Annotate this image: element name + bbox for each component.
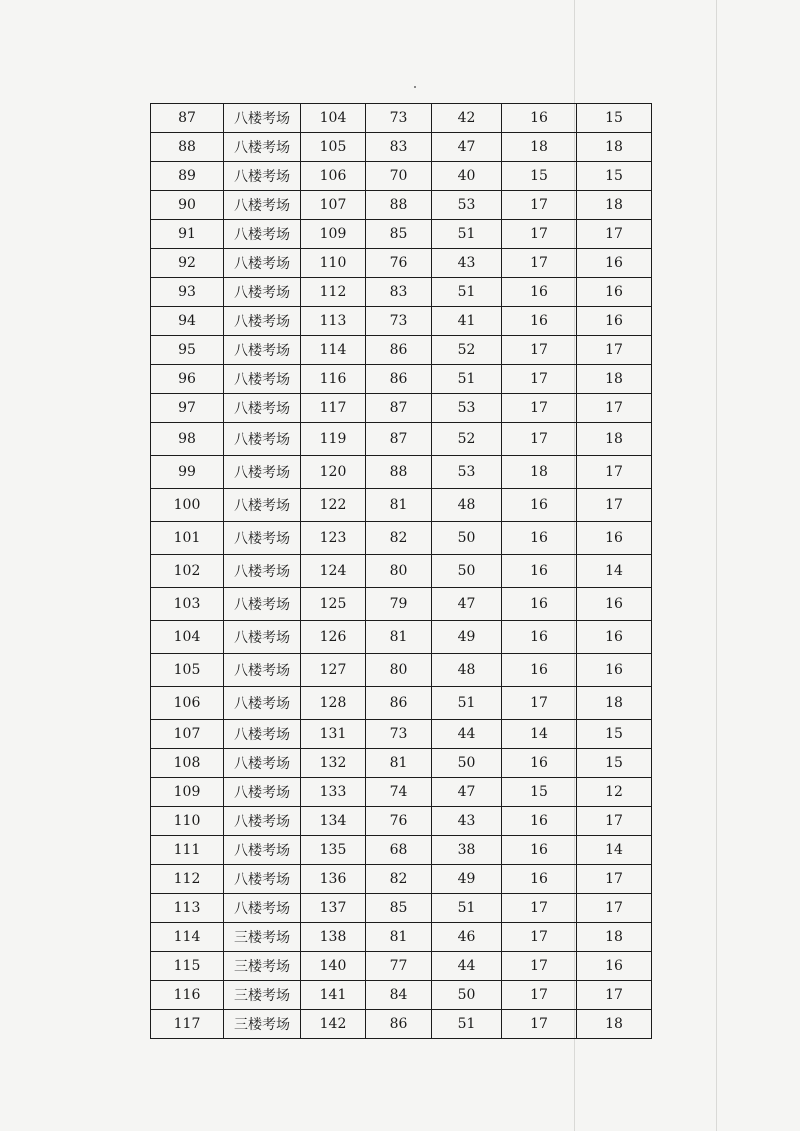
score-part-a-cell: 51 xyxy=(432,1010,502,1039)
exam-room-cell: 八楼考场 xyxy=(224,555,301,588)
score-part-b-cell: 17 xyxy=(502,249,577,278)
score-part-a-cell: 49 xyxy=(432,865,502,894)
score-part-a-cell: 47 xyxy=(432,778,502,807)
exam-room-cell: 八楼考场 xyxy=(224,220,301,249)
score-part-c-cell: 15 xyxy=(577,162,652,191)
exam-room-cell: 八楼考场 xyxy=(224,720,301,749)
total-score-cell: 70 xyxy=(366,162,432,191)
total-score-cell: 76 xyxy=(366,249,432,278)
score-part-a-cell: 51 xyxy=(432,278,502,307)
seat-number-cell: 133 xyxy=(301,778,366,807)
score-part-b-cell: 17 xyxy=(502,894,577,923)
score-part-c-cell: 17 xyxy=(577,489,652,522)
score-part-c-cell: 15 xyxy=(577,104,652,133)
row-number-cell: 98 xyxy=(151,423,224,456)
table-row xyxy=(151,687,652,720)
total-score-cell: 85 xyxy=(366,894,432,923)
score-part-c-cell: 18 xyxy=(577,423,652,456)
seat-number-cell: 104 xyxy=(301,104,366,133)
seat-number-cell: 107 xyxy=(301,191,366,220)
row-number-cell: 108 xyxy=(151,749,224,778)
score-part-a-cell: 48 xyxy=(432,489,502,522)
table-row xyxy=(151,489,652,522)
row-number-cell: 116 xyxy=(151,981,224,1010)
score-part-c-cell: 17 xyxy=(577,981,652,1010)
score-part-c-cell: 18 xyxy=(577,1010,652,1039)
score-part-c-cell: 16 xyxy=(577,952,652,981)
exam-room-cell: 三楼考场 xyxy=(224,923,301,952)
score-part-a-cell: 51 xyxy=(432,894,502,923)
score-table xyxy=(150,103,652,1039)
table-row xyxy=(151,952,652,981)
table-row xyxy=(151,394,652,423)
row-number-cell: 97 xyxy=(151,394,224,423)
total-score-cell: 81 xyxy=(366,489,432,522)
total-score-cell: 86 xyxy=(366,687,432,720)
score-part-a-cell: 46 xyxy=(432,923,502,952)
score-part-b-cell: 16 xyxy=(502,278,577,307)
score-part-a-cell: 52 xyxy=(432,423,502,456)
score-part-c-cell: 16 xyxy=(577,621,652,654)
exam-room-cell: 三楼考场 xyxy=(224,981,301,1010)
score-part-a-cell: 48 xyxy=(432,654,502,687)
seat-number-cell: 105 xyxy=(301,133,366,162)
table-row xyxy=(151,522,652,555)
total-score-cell: 73 xyxy=(366,307,432,336)
row-number-cell: 109 xyxy=(151,778,224,807)
row-number-cell: 93 xyxy=(151,278,224,307)
score-part-b-cell: 17 xyxy=(502,952,577,981)
row-number-cell: 95 xyxy=(151,336,224,365)
row-number-cell: 111 xyxy=(151,836,224,865)
seat-number-cell: 112 xyxy=(301,278,366,307)
score-part-a-cell: 53 xyxy=(432,191,502,220)
seat-number-cell: 116 xyxy=(301,365,366,394)
exam-room-cell: 八楼考场 xyxy=(224,865,301,894)
total-score-cell: 73 xyxy=(366,104,432,133)
score-part-a-cell: 44 xyxy=(432,952,502,981)
seat-number-cell: 124 xyxy=(301,555,366,588)
total-score-cell: 86 xyxy=(366,1010,432,1039)
seat-number-cell: 136 xyxy=(301,865,366,894)
exam-room-cell: 三楼考场 xyxy=(224,952,301,981)
seat-number-cell: 142 xyxy=(301,1010,366,1039)
score-part-a-cell: 38 xyxy=(432,836,502,865)
score-part-c-cell: 16 xyxy=(577,307,652,336)
seat-number-cell: 110 xyxy=(301,249,366,278)
seat-number-cell: 140 xyxy=(301,952,366,981)
table-row xyxy=(151,555,652,588)
exam-room-cell: 八楼考场 xyxy=(224,894,301,923)
seat-number-cell: 125 xyxy=(301,588,366,621)
score-part-c-cell: 17 xyxy=(577,394,652,423)
seat-number-cell: 114 xyxy=(301,336,366,365)
table-row xyxy=(151,307,652,336)
score-part-a-cell: 42 xyxy=(432,104,502,133)
exam-room-cell: 八楼考场 xyxy=(224,365,301,394)
exam-room-cell: 三楼考场 xyxy=(224,1010,301,1039)
table-row xyxy=(151,654,652,687)
score-part-b-cell: 17 xyxy=(502,687,577,720)
exam-room-cell: 八楼考场 xyxy=(224,807,301,836)
seat-number-cell: 132 xyxy=(301,749,366,778)
row-number-cell: 92 xyxy=(151,249,224,278)
exam-room-cell: 八楼考场 xyxy=(224,489,301,522)
seat-number-cell: 109 xyxy=(301,220,366,249)
table-row xyxy=(151,807,652,836)
table-row xyxy=(151,456,652,489)
total-score-cell: 82 xyxy=(366,522,432,555)
seat-number-cell: 128 xyxy=(301,687,366,720)
table-row xyxy=(151,894,652,923)
row-number-cell: 101 xyxy=(151,522,224,555)
score-part-c-cell: 17 xyxy=(577,456,652,489)
row-number-cell: 107 xyxy=(151,720,224,749)
score-part-a-cell: 41 xyxy=(432,307,502,336)
row-number-cell: 115 xyxy=(151,952,224,981)
score-part-c-cell: 16 xyxy=(577,522,652,555)
score-part-b-cell: 16 xyxy=(502,104,577,133)
table-row xyxy=(151,778,652,807)
exam-room-cell: 八楼考场 xyxy=(224,307,301,336)
score-part-b-cell: 17 xyxy=(502,423,577,456)
total-score-cell: 82 xyxy=(366,865,432,894)
exam-room-cell: 八楼考场 xyxy=(224,162,301,191)
score-part-a-cell: 53 xyxy=(432,394,502,423)
row-number-cell: 89 xyxy=(151,162,224,191)
total-score-cell: 80 xyxy=(366,654,432,687)
total-score-cell: 84 xyxy=(366,981,432,1010)
score-part-a-cell: 50 xyxy=(432,749,502,778)
table-row xyxy=(151,1010,652,1039)
score-part-b-cell: 17 xyxy=(502,336,577,365)
exam-room-cell: 八楼考场 xyxy=(224,336,301,365)
row-number-cell: 110 xyxy=(151,807,224,836)
total-score-cell: 83 xyxy=(366,133,432,162)
exam-room-cell: 八楼考场 xyxy=(224,133,301,162)
score-part-b-cell: 16 xyxy=(502,865,577,894)
score-part-b-cell: 16 xyxy=(502,749,577,778)
score-part-a-cell: 44 xyxy=(432,720,502,749)
exam-room-cell: 八楼考场 xyxy=(224,687,301,720)
exam-room-cell: 八楼考场 xyxy=(224,778,301,807)
exam-room-cell: 八楼考场 xyxy=(224,394,301,423)
score-part-c-cell: 16 xyxy=(577,278,652,307)
row-number-cell: 105 xyxy=(151,654,224,687)
total-score-cell: 85 xyxy=(366,220,432,249)
exam-room-cell: 八楼考场 xyxy=(224,456,301,489)
score-part-c-cell: 18 xyxy=(577,923,652,952)
seat-number-cell: 127 xyxy=(301,654,366,687)
seat-number-cell: 134 xyxy=(301,807,366,836)
row-number-cell: 94 xyxy=(151,307,224,336)
row-number-cell: 100 xyxy=(151,489,224,522)
score-part-a-cell: 50 xyxy=(432,522,502,555)
row-number-cell: 90 xyxy=(151,191,224,220)
seat-number-cell: 122 xyxy=(301,489,366,522)
score-part-c-cell: 17 xyxy=(577,336,652,365)
score-part-b-cell: 14 xyxy=(502,720,577,749)
seat-number-cell: 141 xyxy=(301,981,366,1010)
total-score-cell: 68 xyxy=(366,836,432,865)
table-row xyxy=(151,423,652,456)
seat-number-cell: 120 xyxy=(301,456,366,489)
seat-number-cell: 106 xyxy=(301,162,366,191)
seat-number-cell: 131 xyxy=(301,720,366,749)
row-number-cell: 114 xyxy=(151,923,224,952)
score-part-c-cell: 16 xyxy=(577,654,652,687)
row-number-cell: 112 xyxy=(151,865,224,894)
table-row xyxy=(151,162,652,191)
score-part-a-cell: 43 xyxy=(432,807,502,836)
score-part-c-cell: 17 xyxy=(577,865,652,894)
row-number-cell: 96 xyxy=(151,365,224,394)
score-part-b-cell: 16 xyxy=(502,836,577,865)
exam-room-cell: 八楼考场 xyxy=(224,191,301,220)
score-part-c-cell: 15 xyxy=(577,720,652,749)
total-score-cell: 77 xyxy=(366,952,432,981)
score-part-b-cell: 15 xyxy=(502,162,577,191)
row-number-cell: 102 xyxy=(151,555,224,588)
exam-room-cell: 八楼考场 xyxy=(224,104,301,133)
row-number-cell: 88 xyxy=(151,133,224,162)
exam-room-cell: 八楼考场 xyxy=(224,423,301,456)
score-part-b-cell: 17 xyxy=(502,191,577,220)
table-row xyxy=(151,278,652,307)
row-number-cell: 103 xyxy=(151,588,224,621)
row-number-cell: 91 xyxy=(151,220,224,249)
table-row xyxy=(151,836,652,865)
score-part-b-cell: 17 xyxy=(502,365,577,394)
total-score-cell: 88 xyxy=(366,456,432,489)
table-row xyxy=(151,621,652,654)
score-part-c-cell: 16 xyxy=(577,588,652,621)
score-part-b-cell: 18 xyxy=(502,133,577,162)
row-number-cell: 87 xyxy=(151,104,224,133)
table-row xyxy=(151,336,652,365)
total-score-cell: 86 xyxy=(366,336,432,365)
score-part-c-cell: 14 xyxy=(577,555,652,588)
exam-room-cell: 八楼考场 xyxy=(224,654,301,687)
score-part-c-cell: 18 xyxy=(577,191,652,220)
score-part-a-cell: 50 xyxy=(432,555,502,588)
score-part-a-cell: 53 xyxy=(432,456,502,489)
total-score-cell: 81 xyxy=(366,923,432,952)
score-part-a-cell: 51 xyxy=(432,365,502,394)
score-part-a-cell: 40 xyxy=(432,162,502,191)
score-part-b-cell: 17 xyxy=(502,220,577,249)
row-number-cell: 117 xyxy=(151,1010,224,1039)
score-part-a-cell: 43 xyxy=(432,249,502,278)
score-part-b-cell: 16 xyxy=(502,555,577,588)
score-part-c-cell: 16 xyxy=(577,249,652,278)
total-score-cell: 81 xyxy=(366,749,432,778)
score-part-b-cell: 17 xyxy=(502,981,577,1010)
scan-speck xyxy=(414,86,416,88)
seat-number-cell: 126 xyxy=(301,621,366,654)
exam-room-cell: 八楼考场 xyxy=(224,836,301,865)
score-table-body xyxy=(151,104,652,1039)
score-part-a-cell: 49 xyxy=(432,621,502,654)
total-score-cell: 83 xyxy=(366,278,432,307)
score-part-a-cell: 51 xyxy=(432,220,502,249)
row-number-cell: 104 xyxy=(151,621,224,654)
score-part-c-cell: 18 xyxy=(577,365,652,394)
score-part-c-cell: 18 xyxy=(577,133,652,162)
seat-number-cell: 135 xyxy=(301,836,366,865)
score-part-b-cell: 17 xyxy=(502,394,577,423)
seat-number-cell: 113 xyxy=(301,307,366,336)
exam-room-cell: 八楼考场 xyxy=(224,249,301,278)
score-part-c-cell: 15 xyxy=(577,749,652,778)
score-part-b-cell: 16 xyxy=(502,522,577,555)
seat-number-cell: 119 xyxy=(301,423,366,456)
total-score-cell: 86 xyxy=(366,365,432,394)
exam-room-cell: 八楼考场 xyxy=(224,749,301,778)
score-part-c-cell: 17 xyxy=(577,807,652,836)
seat-number-cell: 137 xyxy=(301,894,366,923)
total-score-cell: 88 xyxy=(366,191,432,220)
score-part-b-cell: 18 xyxy=(502,456,577,489)
table-row xyxy=(151,220,652,249)
score-part-c-cell: 14 xyxy=(577,836,652,865)
score-part-b-cell: 17 xyxy=(502,1010,577,1039)
score-part-b-cell: 16 xyxy=(502,588,577,621)
score-part-c-cell: 12 xyxy=(577,778,652,807)
exam-room-cell: 八楼考场 xyxy=(224,522,301,555)
total-score-cell: 74 xyxy=(366,778,432,807)
seat-number-cell: 123 xyxy=(301,522,366,555)
row-number-cell: 99 xyxy=(151,456,224,489)
scan-fold-line xyxy=(716,0,717,1131)
table-row xyxy=(151,865,652,894)
score-part-b-cell: 16 xyxy=(502,807,577,836)
table-row xyxy=(151,365,652,394)
row-number-cell: 113 xyxy=(151,894,224,923)
exam-room-cell: 八楼考场 xyxy=(224,621,301,654)
table-row xyxy=(151,191,652,220)
score-part-c-cell: 17 xyxy=(577,894,652,923)
total-score-cell: 76 xyxy=(366,807,432,836)
exam-room-cell: 八楼考场 xyxy=(224,588,301,621)
score-part-b-cell: 16 xyxy=(502,489,577,522)
score-part-b-cell: 16 xyxy=(502,307,577,336)
table-row xyxy=(151,104,652,133)
table-row xyxy=(151,981,652,1010)
total-score-cell: 87 xyxy=(366,394,432,423)
seat-number-cell: 138 xyxy=(301,923,366,952)
score-part-b-cell: 16 xyxy=(502,654,577,687)
table-row xyxy=(151,720,652,749)
row-number-cell: 106 xyxy=(151,687,224,720)
seat-number-cell: 117 xyxy=(301,394,366,423)
exam-room-cell: 八楼考场 xyxy=(224,278,301,307)
score-part-a-cell: 50 xyxy=(432,981,502,1010)
table-row xyxy=(151,588,652,621)
total-score-cell: 79 xyxy=(366,588,432,621)
score-part-a-cell: 51 xyxy=(432,687,502,720)
total-score-cell: 87 xyxy=(366,423,432,456)
total-score-cell: 80 xyxy=(366,555,432,588)
score-part-a-cell: 47 xyxy=(432,588,502,621)
score-part-b-cell: 15 xyxy=(502,778,577,807)
total-score-cell: 73 xyxy=(366,720,432,749)
table-row xyxy=(151,133,652,162)
total-score-cell: 81 xyxy=(366,621,432,654)
table-row xyxy=(151,249,652,278)
table-row xyxy=(151,923,652,952)
table-row xyxy=(151,749,652,778)
score-part-b-cell: 17 xyxy=(502,923,577,952)
score-part-c-cell: 18 xyxy=(577,687,652,720)
score-part-b-cell: 16 xyxy=(502,621,577,654)
score-part-c-cell: 17 xyxy=(577,220,652,249)
score-part-a-cell: 47 xyxy=(432,133,502,162)
score-part-a-cell: 52 xyxy=(432,336,502,365)
